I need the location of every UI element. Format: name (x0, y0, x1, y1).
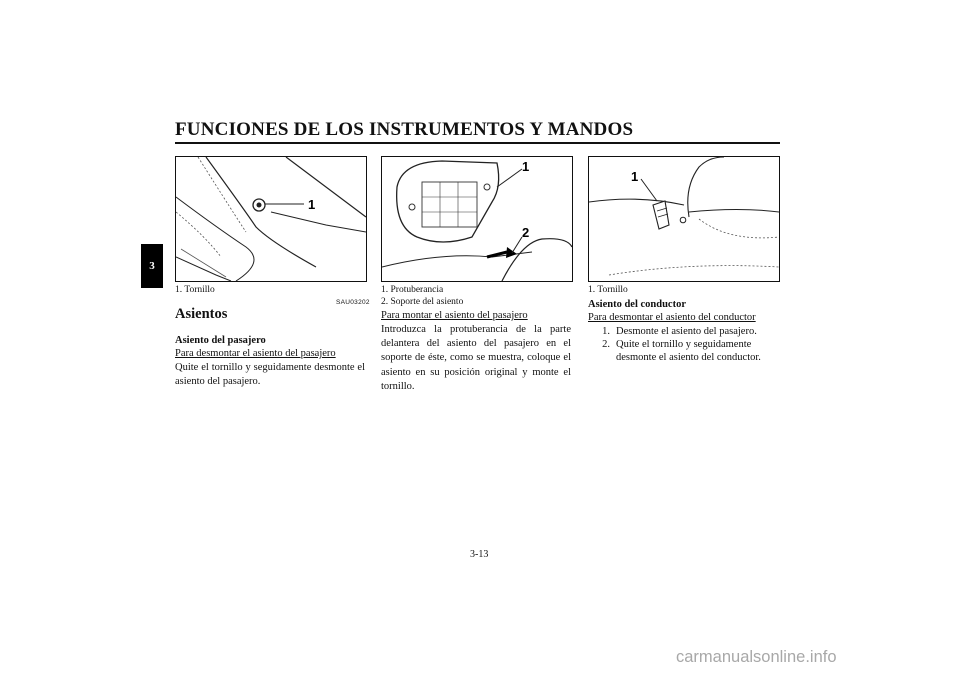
figure3-callout-1: 1 (631, 169, 639, 184)
figure3-caption: 1. Tornillo (588, 285, 628, 295)
page-number: 3-13 (470, 549, 489, 560)
figure1-callout-1: 1 (308, 197, 316, 212)
passenger-seat-subheading: Asiento del pasajero (175, 335, 266, 346)
chapter-tab: 3 (141, 244, 163, 288)
figure-passenger-seat-bolt (175, 156, 367, 282)
section-heading-seats: Asientos (175, 306, 228, 322)
figure2-caption-2: 2. Soporte del asiento (381, 297, 464, 307)
watermark: carmanualsonline.info (676, 648, 837, 666)
figure-seat-holder (381, 156, 573, 282)
figure2-callout-2: 2 (522, 225, 530, 240)
install-passenger-seat-text: Introduzca la protuberancia de la parte delantera del asiento del pasajero en el soporte de éste, como se muestra, coloque el asiento en su posición original y monte el tornillo. (381, 324, 571, 392)
rider-seat-subheading: Asiento del conductor (588, 299, 686, 310)
page-title: FUNCIONES DE LOS INSTRUMENTOS Y MANDOS (175, 119, 634, 140)
list-item: 1. Desmonte el asiento del pasajero. (602, 326, 757, 337)
figure1-caption: 1. Tornillo (175, 285, 215, 295)
remove-rider-seat-steps (588, 325, 780, 364)
install-passenger-seat-title: Para montar el asiento del pasajero (381, 310, 528, 321)
list-item: 2. Quite el tornillo y seguidamente desmonte el asiento del conductor. (602, 339, 761, 363)
figure-rider-seat-bolt (588, 156, 780, 282)
remove-passenger-seat-title: Para desmontar el asiento del pasajero (175, 348, 336, 359)
reference-code: SAU03202 (336, 299, 370, 306)
figure2-callout-1: 1 (522, 159, 530, 174)
figure2-caption-1: 1. Protuberancia (381, 285, 444, 295)
remove-passenger-seat-text: Quite el tornillo y seguidamente desmonte el asiento del pasajero. (175, 362, 365, 388)
remove-rider-seat-title: Para desmontar el asiento del conductor (588, 312, 756, 323)
title-rule (175, 142, 780, 144)
